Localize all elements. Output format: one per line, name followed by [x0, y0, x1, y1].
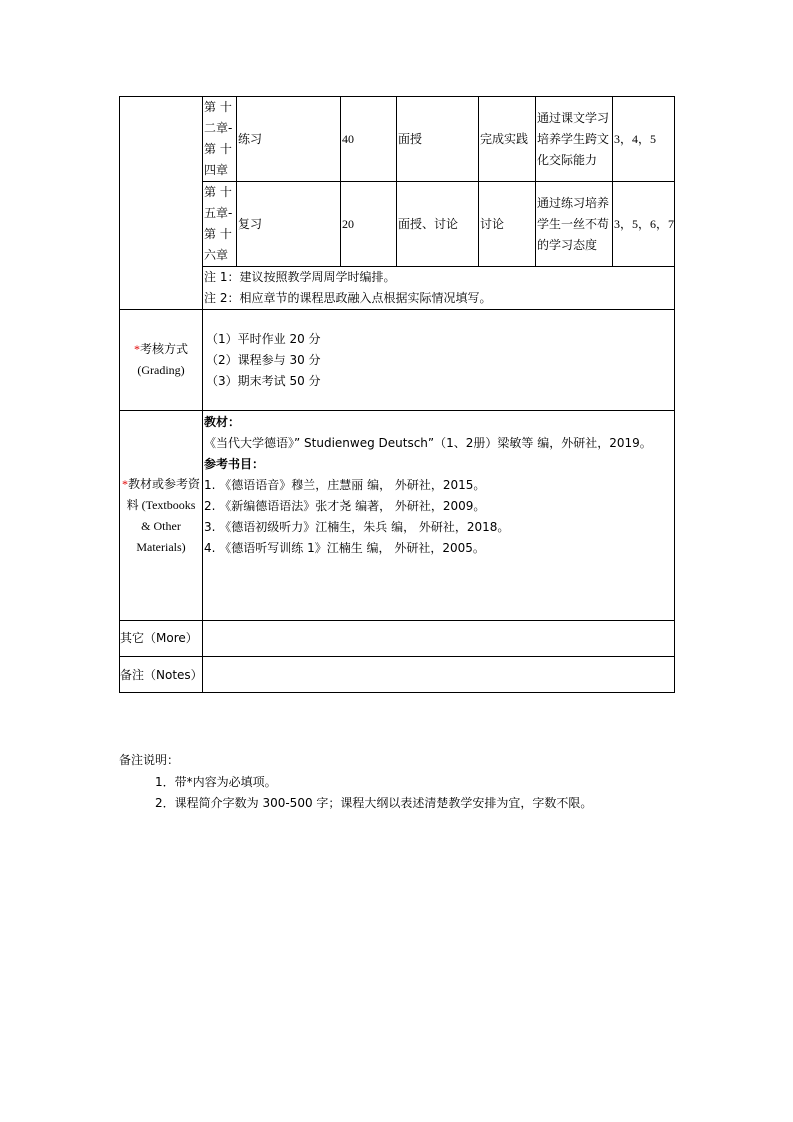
schedule-notes [204, 267, 491, 309]
footnotes-heading: 备注说明： [119, 753, 180, 767]
grading-item: （1）平时作业 20 分 [206, 332, 321, 346]
method-cell: 面授、讨论 [398, 217, 459, 231]
task-cell: 讨论 [480, 217, 505, 231]
goal-cell: 通过练习培养 学生一丝不苟 的学习态度 [537, 196, 610, 252]
method-cell: 面授 [398, 132, 423, 146]
required-asterisk: * [121, 477, 128, 491]
grading-item: （3）期末考试 50 分 [206, 374, 321, 388]
hours-cell: 40 [342, 132, 354, 146]
required-asterisk: * [133, 342, 140, 356]
notes-label: 备注（Notes） [120, 668, 203, 682]
content-cell: 复习 [238, 217, 263, 231]
goal-cell: 通过课文学习 培养学生跨文 化交际能力 [537, 111, 610, 167]
footnote-item: 2．课程简介字数为 300-500 字；课程大纲以表述清楚教学安排为宜，字数不限。 [155, 796, 593, 810]
chapter-range: 第 十 二章- 第 十 四章 [204, 100, 233, 177]
grading-items [206, 329, 321, 392]
objectives-cell: 3，5，6，7 [614, 217, 675, 231]
chapter-range: 第 十 五章- 第 十 六章 [204, 185, 233, 262]
other-label: 其它（More） [120, 631, 198, 645]
footnote-item: 1．带*内容为必填项。 [155, 775, 277, 789]
objectives-cell: 3，4，5 [614, 132, 657, 146]
materials-content [204, 412, 652, 559]
task-cell: 完成实践 [480, 132, 529, 146]
grading-label: *考核方式 (Grading) [133, 342, 188, 377]
materials-label: *教材或参考资 料 (Textbooks & Other Materials) [121, 477, 200, 554]
note-line: 注 2：相应章节的课程思政融入点根据实际情况填写。 [204, 291, 492, 305]
content-cell: 练习 [238, 132, 263, 146]
hours-cell: 20 [342, 217, 354, 231]
textbook-heading: 教材： [204, 415, 241, 429]
references-heading: 参考书目： [204, 457, 265, 471]
note-line: 注 1：建议按照教学周周学时编排。 [204, 270, 396, 284]
grading-item: （2）课程参与 30 分 [206, 353, 321, 367]
textbook-entry: 《当代大学德语》” Studienweg Deutsch”（1、2册）梁敏等 编，外研社，2019。 [204, 436, 652, 450]
reference-item: 2. 《新编德语语法》张才尧 编著， 外研社，2009。 [204, 499, 486, 513]
reference-item: 3. 《德语初级听力》江楠生，朱兵 编， 外研社，2018。 [204, 520, 510, 534]
reference-item: 4. 《德语听写训练 1》江楠生 编， 外研社，2005。 [204, 541, 485, 555]
footnotes-list [155, 772, 592, 814]
reference-item: 1. 《德语语音》穆兰，庄慧丽 编， 外研社，2015。 [204, 478, 486, 492]
